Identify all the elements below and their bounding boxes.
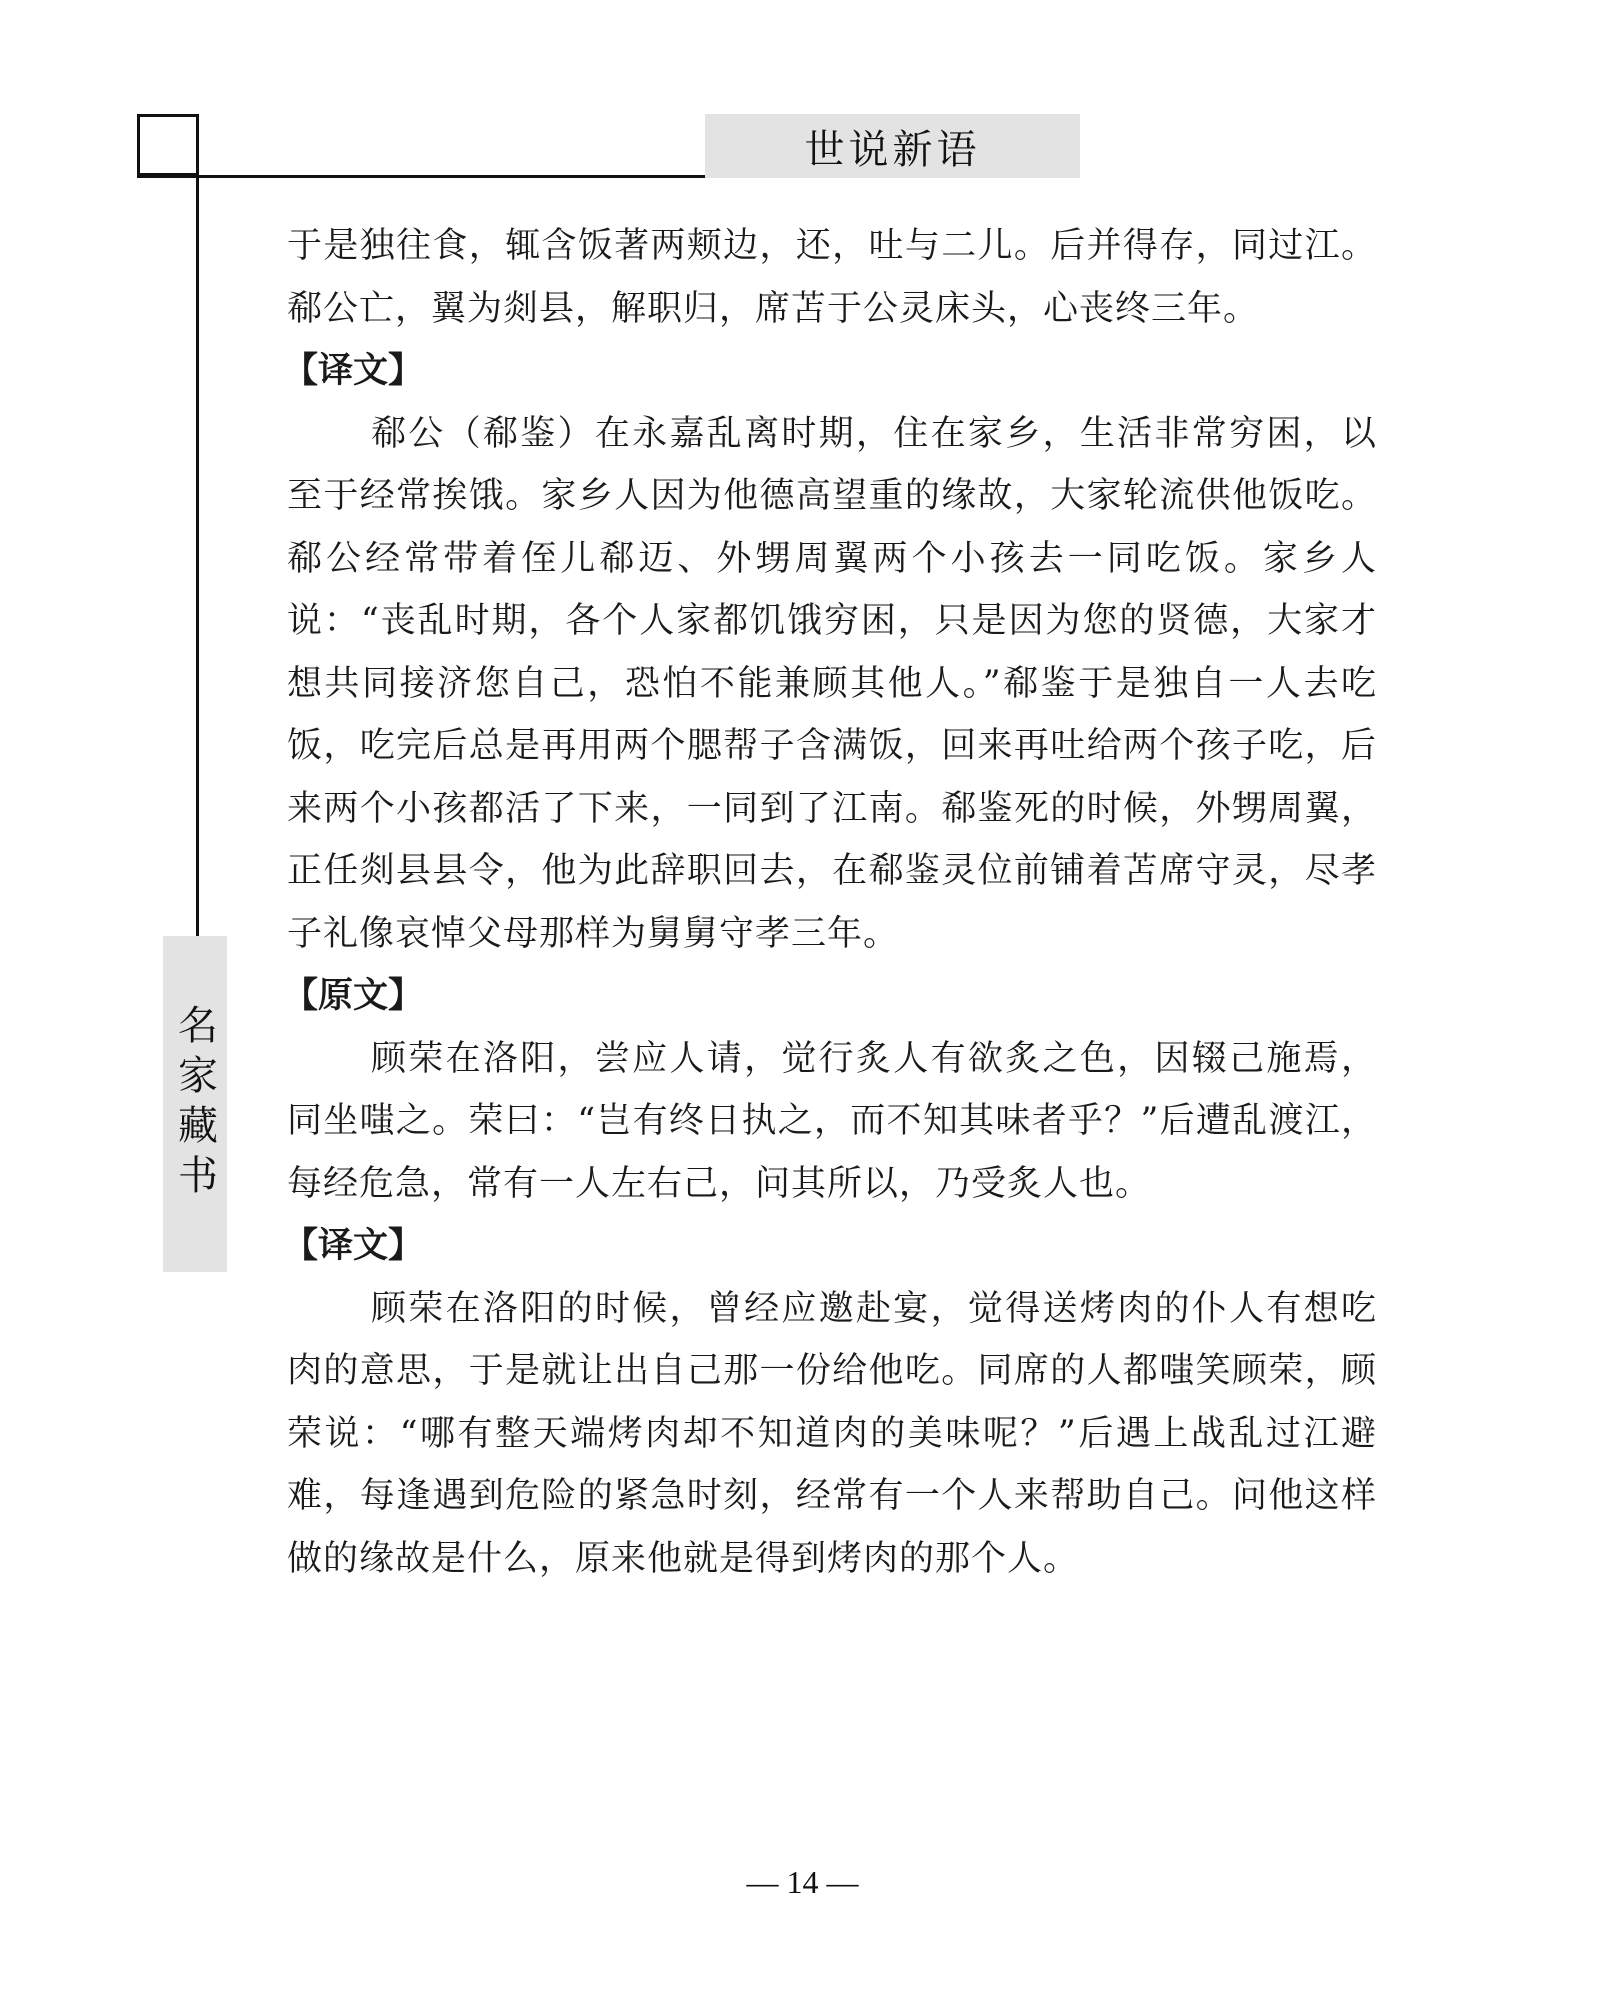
page-body — [283, 215, 1377, 1590]
page-number: — 14 — — [746, 1864, 859, 1900]
section-heading-translation-1: 【译文】 — [283, 351, 424, 391]
corner-frame — [137, 114, 199, 176]
paragraph-original: 顾荣在洛阳，尝应人请，觉行炙人有欲炙之色，因辍己施焉，同坐嗤之。荣曰：“岂有终日执之，而不知其味者乎？”后遭乱渡江，每经危急，常有一人左右己，问其所以，乃受炙人也。 — [287, 1038, 1377, 1204]
margin-rule — [196, 114, 199, 936]
book-title: 世说新语 — [804, 126, 981, 173]
header-rule — [137, 175, 707, 178]
paragraph-continuation: 于是独往食，辄含饭著两颊边，还，吐与二儿。后并得存，同过江。郗公亡，翼为剡县，解职归，席苫于公灵床头，心丧终三年。 — [287, 226, 1377, 329]
paragraph-translation-2: 顾荣在洛阳的时候，曾经应邀赴宴，觉得送烤肉的仆人有想吃肉的意思，于是就让出自己那一份给他吃。同席的人都嗤笑顾荣，顾荣说：“哪有整天端烤肉却不知道肉的美味呢？”后遇上战乱过江避难，每逢遇到危险的紧急时刻，经常有一个人来帮助自己。问他这样做的缘故是什么，原来他就是得到烤肉的那个人。 — [287, 1288, 1377, 1579]
section-heading-translation-2: 【译文】 — [283, 1226, 424, 1266]
side-label: 名家藏书 — [171, 1004, 218, 1204]
running-header — [705, 114, 1080, 178]
paragraph-translation-1: 郗公（郗鉴）在永嘉乱离时期，住在家乡，生活非常穷困，以至于经常挨饿。家乡人因为他德高望重的缘故，大家轮流供他饭吃。郗公经常带着侄儿郗迈、外甥周翼两个小孩去一同吃饭。家乡人说：“丧乱时期，各个人家都饥饿穷困，只是因为您的贤德，大家才想共同接济您自己，恐怕不能兼顾其他人。”郗鉴于是独自一人去吃饭，吃完后总是再用两个腮帮子含满饭，回来再吐给两个孩子吃，后来两个小孩都活了下来，一同到了江南。郗鉴死的时候，外甥周翼，正任剡县县令，他为此辞职回去，在郗鉴灵位前铺着苫席守灵，尽孝子礼像哀悼父母那样为舅舅守孝三年。 — [287, 413, 1377, 954]
side-tab — [163, 936, 227, 1272]
section-heading-original: 【原文】 — [283, 976, 424, 1016]
